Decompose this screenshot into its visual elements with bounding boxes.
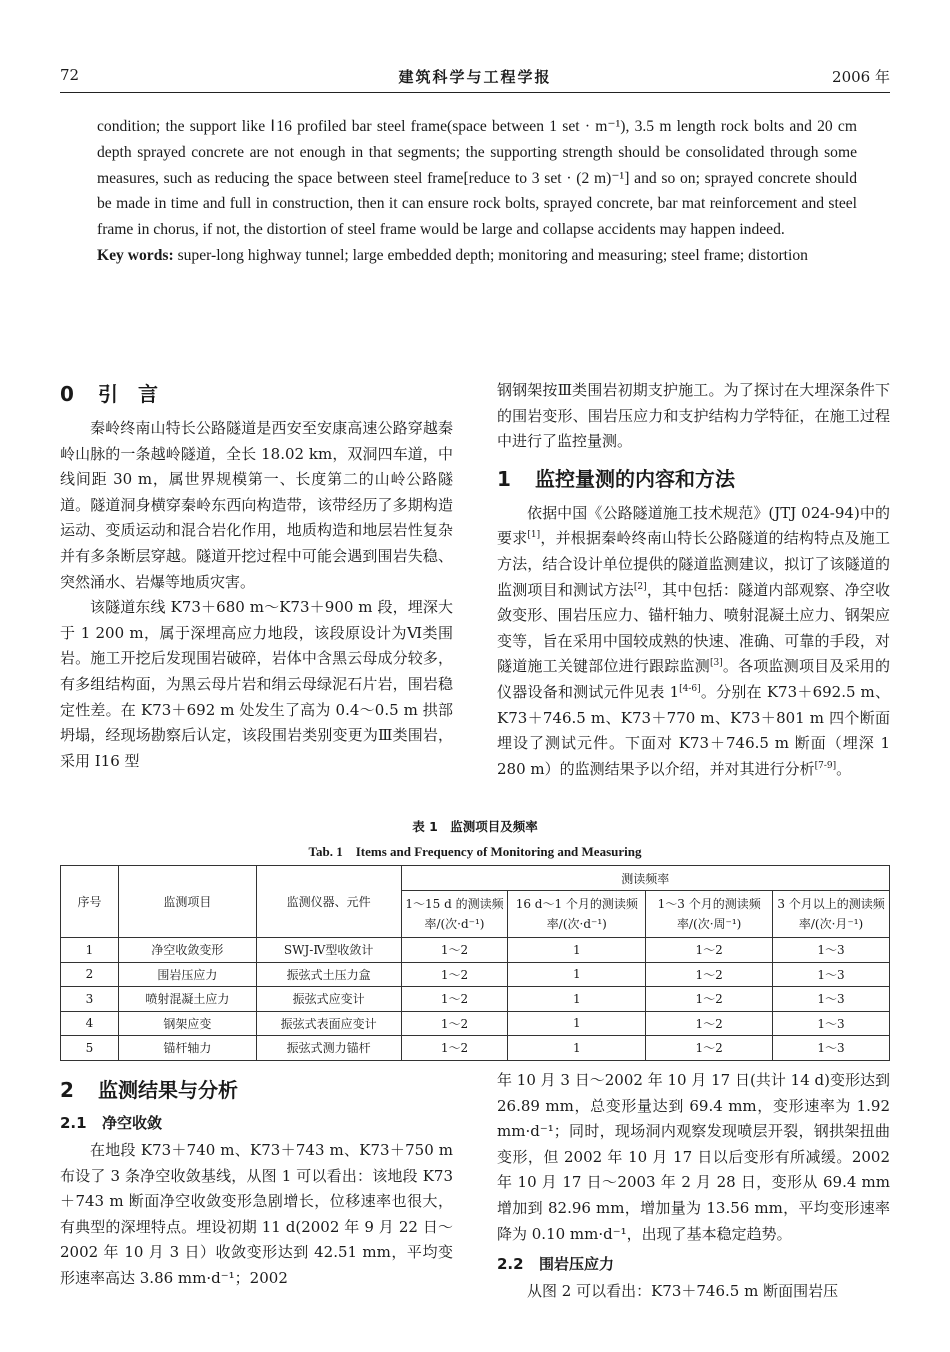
header-freq-1: 1～15 d 的测读频率/(次·d⁻¹) bbox=[401, 891, 508, 938]
intro-paragraph-2: 该隧道东线 K73＋680 m～K73＋900 m 段，埋深大于 1 200 m，属于深埋高应力地段，该段原设计为Ⅵ类围岩。施工开挖后发现围岩破碎，岩体中含黑云母成分较多，有多组结构面，为黑云母片岩和绢云母绿泥石片岩，围岩稳定性差。在 K73＋692 m 处发生了高为 0.4～0.5 m 拱部坍塌，经现场勘察后认定，该段围岩类别变更为Ⅲ类围岩，采用 Ⅰ16 型 bbox=[60, 598, 453, 770]
english-abstract bbox=[97, 114, 857, 269]
header-item: 监测项目 bbox=[118, 866, 256, 938]
citation: [2] bbox=[633, 581, 647, 592]
journal-year: 2006 年 bbox=[832, 68, 890, 86]
table-row: 3 喷射混凝土应力 振弦式应变计 1～2 1 1～2 1～3 bbox=[61, 987, 890, 1012]
intro-paragraph-1: 秦岭终南山特长公路隧道是西安至安康高速公路穿越秦岭山脉的一条越岭隧道，全长 18.02 km，双洞四车道，中线间距 30 m，属世界规模第一、长度第二的山岭公路隧道。隧道洞身横穿秦岭东西向构造带，该带经历了多期构造运动、变质运动和混合岩化作用，地质构造和地层岩性复杂并有多条断层穿越。隧道开挖过程中可能会遇到围岩失稳、突然涌水、岩爆等地质灾害。 bbox=[60, 419, 453, 591]
subsection-heading-2-1 bbox=[60, 1110, 453, 1136]
pressure-paragraph: 从图 2 可以看出：K73＋746.5 m 断面围岩压 bbox=[527, 1282, 839, 1301]
left-column-lower bbox=[60, 1074, 453, 1292]
subsection-title: 围岩压应力 bbox=[539, 1255, 615, 1274]
table-caption-en: Tab. 1 Items and Frequency of Monitoring and Measuring bbox=[308, 844, 642, 859]
section-title: 监测结果与分析 bbox=[98, 1078, 238, 1102]
intro-paragraph-2-cont: 钢钢架按Ⅲ类围岩初期支护施工。为了探讨在大埋深条件下的围岩变形、围岩压应力和支护结构力学特征，在施工过程中进行了监控量测。 bbox=[497, 381, 890, 451]
section-title: 引 言 bbox=[98, 382, 158, 406]
section-heading-2 bbox=[60, 1074, 453, 1106]
journal-title: 建筑科学与工程学报 bbox=[398, 68, 552, 86]
table-row: 1 净空收敛变形 SWJ-Ⅳ型收敛计 1～2 1 1～2 1～3 bbox=[61, 938, 890, 963]
section-number: 0 bbox=[60, 382, 74, 406]
table-row: 4 钢架应变 振弦式表面应变计 1～2 1 1～2 1～3 bbox=[61, 1011, 890, 1036]
monitoring-table bbox=[60, 865, 890, 1061]
header-freq-4: 3 个月以上的测读频率/(次·月⁻¹) bbox=[773, 891, 890, 938]
section-heading-1 bbox=[497, 463, 890, 495]
citation: [1] bbox=[527, 530, 541, 541]
table-row: 2 围岩压应力 振弦式土压力盒 1～2 1 1～2 1～3 bbox=[61, 962, 890, 987]
abstract-text: condition; the support like Ⅰ16 profiled bar steel frame(space between 1 set · m⁻¹), 3.5 m length rock bolts and 20 cm depth sprayed concrete are not enough in that segments; the supporting strength should be consolidated through some measures, such as reducing the space between steel frame[reduce to 3 set · (2 m)⁻¹] and so on; sprayed concrete should be made in time and full in construction, then it can ensure rock bolts, sprayed concrete, bar mat reinforcement and steel frame in chorus, if not, the distortion of steel frame would be large and collapse accidents may happen indeed. bbox=[97, 118, 857, 239]
subsection-title: 净空收敛 bbox=[102, 1114, 163, 1132]
section-number: 1 bbox=[497, 466, 511, 491]
citation: [4-6] bbox=[679, 683, 701, 694]
running-header bbox=[60, 66, 890, 88]
header-instrument: 监测仪器、元件 bbox=[256, 866, 401, 938]
subsection-number: 2.2 bbox=[497, 1255, 524, 1274]
left-column-upper bbox=[60, 378, 453, 774]
page-number: 72 bbox=[60, 66, 80, 84]
header-freq-3: 1～3 个月的测读频率/(次·周⁻¹) bbox=[646, 891, 773, 938]
convergence-paragraph-cont: 年 10 月 3 日～2002 年 10 月 17 日(共计 14 d)变形达到 26.89 mm，总变形量达到 69.4 mm，变形速率为 1.92 mm·d⁻¹；同时，现场洞内观察发现喷层开裂，钢拱架扭曲变形，但 2002 年 10 月 17 日以后变形有所减缓。2002 年 10 月 17 日～2003 年 2 月 28 日，变形从 69.4 mm 增加到 82.96 mm，增加量为 13.56 mm，平均变形速率降为 0.10 mm·d⁻¹，出现了基本稳定趋势。 bbox=[497, 1071, 890, 1243]
header-frequency: 测读频率 bbox=[401, 866, 889, 891]
keywords-text: super-long highway tunnel; large embedded depth; monitoring and measuring; steel frame; distortion bbox=[173, 246, 808, 264]
keywords-label: Key words: bbox=[97, 246, 174, 264]
citation: [7-9] bbox=[814, 760, 837, 771]
table-caption-cn: 表 1 监测项目及频率 bbox=[412, 819, 538, 834]
table-row: 5 锚杆轴力 振弦式测力锚杆 1～2 1 1～2 1～3 bbox=[61, 1036, 890, 1061]
right-column-upper bbox=[497, 378, 890, 782]
subsection-number: 2.1 bbox=[60, 1114, 87, 1132]
convergence-paragraph: 在地段 K73＋740 m、K73＋743 m、K73＋750 m 布设了 3 条净空收敛基线，从图 1 可以看出：该地段 K73＋743 m 断面净空收敛变形急剧增长，位移速率也很大，有典型的深埋特点。埋设初期 11 d(2002 年 9 月 22 日～2002 年 10 月 3 日）收敛变形达到 42.51 mm，平均变形速率高达 3.86 mm·d⁻¹；2002 bbox=[60, 1141, 453, 1287]
section-title: 监控量测的内容和方法 bbox=[535, 466, 735, 491]
section-number: 2 bbox=[60, 1078, 74, 1102]
subsection-heading-2-2 bbox=[497, 1251, 890, 1277]
methods-paragraph: 依据中国《公路隧道施工技术规范》(JTJ 024-94)中的要求[1]，并根据秦岭终南山特长公路隧道的结构特点及施工方法，结合设计单位提供的隧道监测建议，拟订了该隧道的监测项目和测试方法[2]，其中包括：隧道内部观察、净空收敛变形、围岩压应力、锚杆轴力、喷射混凝土应力、钢架应变等，旨在采用中国较成熟的快速、准确、可靠的手段，对隧道施工关键部位进行跟踪监测[3]。各项监测项目及采用的仪器设备和测试元件见表 1[4-6]。分别在 K73＋692.5 m、K73＋746.5 m、K73＋770 m、K73＋801 m 四个断面埋设了测试元件。下面对 K73＋746.5 m 断面（埋深 1 280 m）的监测结果予以介绍，并对其进行分析[7-9]。 bbox=[497, 503, 890, 778]
header-no: 序号 bbox=[61, 866, 119, 938]
right-column-lower bbox=[497, 1068, 890, 1305]
section-heading-0 bbox=[60, 378, 453, 410]
keywords-line bbox=[97, 243, 857, 269]
header-freq-2: 16 d～1 个月的测读频率/(次·d⁻¹) bbox=[508, 891, 646, 938]
header-rule bbox=[60, 92, 890, 93]
citation: [3] bbox=[709, 658, 723, 669]
